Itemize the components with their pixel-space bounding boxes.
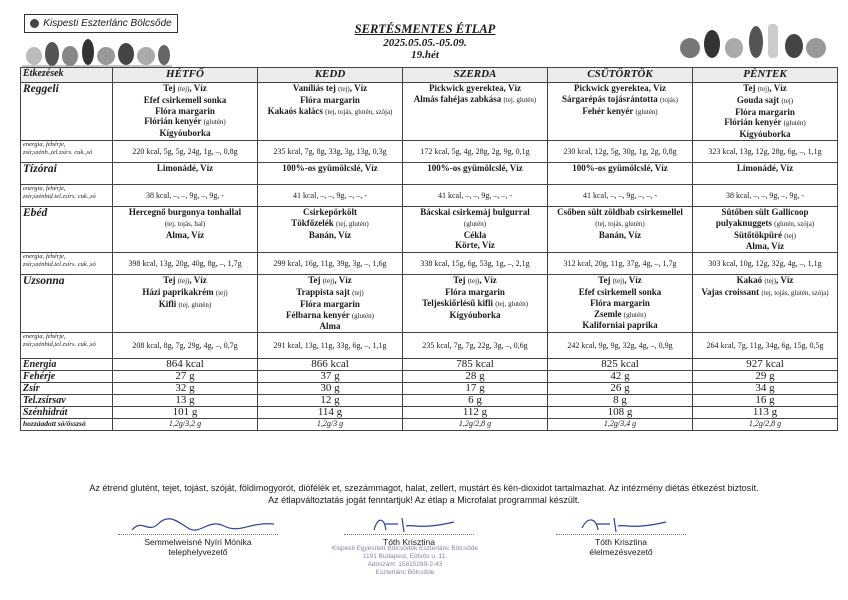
institution-stamp: [330, 545, 480, 577]
menu-item-name: Teljeskiőrlésű kifli: [422, 297, 494, 308]
summary-value: 29 g: [693, 371, 838, 383]
menu-item: [115, 287, 255, 299]
logo-mark-icon: [30, 19, 39, 28]
menu-item-name: Alma, Víz: [745, 241, 785, 252]
allergen-info: (tej, glutén): [495, 299, 528, 308]
handwritten-signature-1: [128, 514, 278, 536]
menu-cell: [548, 163, 693, 185]
allergen-info: (tej): [177, 277, 190, 286]
summary-value: 27 g: [113, 371, 258, 383]
menu-item: [260, 287, 400, 299]
menu-cell: [548, 207, 693, 253]
nutrition-label: energia, fehérje, zsír,szénhid,tel.zsírs. cuk.,só: [21, 333, 113, 359]
nutrition-value: 38 kcal, –, –, 9g, –, 9g, -: [113, 185, 258, 207]
menu-item: [695, 207, 835, 218]
nutrition-value: 38 kcal, –, –, 9g, –, 9g, -: [693, 185, 838, 207]
menu-item: [260, 95, 400, 106]
menu-cell: [258, 207, 403, 253]
menu-week: 19.hét: [411, 49, 439, 61]
menu-item: [550, 320, 690, 331]
menu-dates: 2025.05.05.-05.09.: [383, 37, 467, 49]
summary-value: 6 g: [403, 395, 548, 407]
menu-cell: [403, 163, 548, 185]
menu-item: [550, 83, 690, 94]
handwritten-signature-2: [354, 514, 464, 536]
menu-item: [115, 163, 255, 174]
allergen-info: (tej, tojás, glutén): [595, 219, 645, 228]
menu-item-name: pulyaknuggets: [715, 217, 772, 228]
nutrition-row: [21, 333, 838, 359]
menu-item-name: Vaníliás tej: [292, 83, 336, 93]
menu-item: [550, 94, 690, 106]
menu-item-suffix: , Víz: [624, 275, 642, 286]
vegetables-left-illustration: [22, 34, 172, 68]
menu-item: [405, 310, 545, 321]
menu-cell: [403, 207, 548, 253]
summary-value: 108 g: [548, 407, 693, 419]
menu-item: [405, 275, 545, 287]
nutrition-value: 312 kcal, 20g, 11g, 37g, 4g, –, 1,7g: [548, 253, 693, 275]
menu-item: [550, 298, 690, 309]
menu-item: [115, 83, 255, 95]
nutrition-value: 41 kcal, –, –, 9g, –, –, -: [258, 185, 403, 207]
menu-item-name: Tej: [163, 83, 176, 93]
meal-row: [21, 163, 838, 185]
menu-item: [260, 299, 400, 310]
summary-value: 825 kcal: [548, 359, 693, 371]
menu-item-name: Tej: [743, 83, 756, 93]
menu-item-name: Tökfőzelék: [291, 217, 334, 228]
menu-cell: [113, 163, 258, 185]
change-note-line: Az étlapváltoztatás jogát fenntartjuk! Az étlap a Microfalat programmal készült.: [268, 495, 580, 505]
signature-site-manager: [118, 518, 278, 557]
menu-item-suffix: , Víz: [769, 83, 787, 93]
menu-cell: [113, 83, 258, 141]
summary-value: 17 g: [403, 383, 548, 395]
menu-item: [115, 116, 255, 128]
menu-item-name: Trappista sajt: [296, 286, 350, 297]
stamp-line: 1191 Budapest, Eötvös u. 11.: [362, 553, 448, 560]
nutrition-value: 303 kcal, 10g, 12g, 32g, 4g, –, 1,1g: [693, 253, 838, 275]
allergen-info: (tojás): [660, 95, 678, 104]
menu-item: [550, 287, 690, 298]
nutrition-label: energia, fehérje, zsír,szénhid.tel.zsírs. cuk.,só: [21, 253, 113, 275]
allergen-info: (tej): [467, 277, 480, 286]
menu-item-name: Kakaó: [736, 275, 763, 286]
summary-label: Energia: [21, 359, 113, 371]
summary-value: 1,2g/2,8 g: [403, 419, 548, 431]
summary-value: 28 g: [403, 371, 548, 383]
meal-name: Reggeli: [21, 83, 113, 141]
allergen-info: (glutén): [635, 107, 658, 116]
nutrition-row: [21, 141, 838, 163]
menu-item-name: Zsemle: [594, 308, 622, 319]
summary-value: 927 kcal: [693, 359, 838, 371]
menu-item-name: Sárgarépás tojásrántotta: [562, 93, 658, 104]
summary-row: [21, 383, 838, 395]
menu-item-name: Félbarna kenyér: [285, 309, 350, 320]
menu-item-name: 100%-os gyümölcslé, Víz: [572, 163, 668, 173]
summary-value: 1,2g/3,2 g: [113, 419, 258, 431]
allergen-info: (tej): [177, 85, 190, 93]
summary-row: [21, 407, 838, 419]
signer-role: élelmezésvezető: [589, 547, 653, 557]
menu-item-name: Tej: [308, 275, 321, 286]
signature-food-manager-2: [556, 518, 686, 557]
menu-title: SERTÉSMENTES ÉTLAP: [354, 22, 496, 36]
menu-cell: [693, 163, 838, 185]
summary-value: 30 g: [258, 383, 403, 395]
menu-item: [115, 299, 255, 311]
allergen-info: (tej, tojás, glutén, szója): [761, 288, 829, 297]
menu-item-name: Tej: [163, 275, 176, 286]
menu-item-name: Alma: [319, 321, 341, 332]
signature-food-manager: [344, 518, 474, 547]
allergen-info: (glutén): [783, 119, 806, 128]
menu-item-name: Alma, Víz: [165, 229, 205, 240]
menu-item: [260, 310, 400, 322]
menu-item: [260, 163, 400, 174]
nutrition-label: energia, fehérje, zsír,szénh.,tel.zsírs. cuk.,só: [21, 141, 113, 163]
nutrition-value: 323 kcal, 13g, 12g, 28g, 6g, –, 1,1g: [693, 141, 838, 163]
menu-item: [405, 287, 545, 298]
menu-item-name: Körte, Víz: [455, 240, 495, 251]
nutrition-row: [21, 253, 838, 275]
allergen-info: (tej, tojás, glutén, szója): [325, 107, 393, 116]
menu-item: [115, 230, 255, 241]
menu-cell: [113, 275, 258, 333]
menu-item-name: Flórián kenyér: [144, 116, 202, 127]
menu-item-name: Flóra margarin: [300, 94, 360, 105]
menu-cell: [693, 275, 838, 333]
menu-item: [405, 163, 545, 174]
menu-cell: [258, 163, 403, 185]
logo: [24, 14, 178, 33]
menu-item: [260, 230, 400, 241]
menu-item: [695, 83, 835, 95]
summary-value: 26 g: [548, 383, 693, 395]
menu-item: [695, 230, 835, 242]
summary-value: 8 g: [548, 395, 693, 407]
allergen-info: (tej, glutén): [503, 95, 537, 104]
menu-cell: [548, 83, 693, 141]
allergen-info: (tej): [322, 277, 335, 286]
nutrition-value: 338 kcal, 15g, 6g, 53g, 1g, –, 2,1g: [403, 253, 548, 275]
menu-item-name: Pickwick gyerektea, Víz: [574, 83, 666, 93]
menu-cell: [113, 207, 258, 253]
menu-item-suffix: , Víz: [479, 275, 497, 286]
nutrition-value: 230 kcal, 12g, 5g, 30g, 1g, 2g, 0,8g: [548, 141, 693, 163]
meal-row: [21, 83, 838, 141]
allergen-info: (tej): [215, 288, 228, 297]
menu-cell: [403, 275, 548, 333]
menu-item-name: Tej: [598, 275, 611, 286]
allergen-info: (tej, tojás, hal): [164, 219, 206, 228]
menu-item-name: 100%-os gyümölcslé, Víz: [427, 163, 523, 173]
menu-item: [695, 241, 835, 252]
menu-item-suffix: , Víz: [189, 275, 207, 286]
menu-item: [550, 218, 690, 230]
menu-item-name: Házi paprikakrém: [142, 286, 214, 297]
menu-item-name: Banán, Víz: [598, 229, 642, 240]
meal-name: Tízórai: [21, 163, 113, 185]
handwritten-signature-3: [566, 514, 676, 536]
summary-label: hozzáadott só/összsó: [21, 419, 113, 431]
menu-item-name: Flóra margarin: [590, 297, 650, 308]
menu-item: [260, 207, 400, 218]
menu-cell: [548, 275, 693, 333]
summary-value: 16 g: [693, 395, 838, 407]
summary-value: 13 g: [113, 395, 258, 407]
summary-value: 1,2g/3,4 g: [548, 419, 693, 431]
menu-item-name: Sütőtökpüré: [734, 229, 783, 240]
summary-value: 32 g: [113, 383, 258, 395]
menu-item-name: Kakaós kalács: [267, 105, 323, 116]
summary-value: 37 g: [258, 371, 403, 383]
allergen-note: [0, 482, 848, 506]
day-header-tuesday: KEDD: [258, 68, 403, 83]
nutrition-value: 291 kcal, 13g, 11g, 33g, 6g, –, 1,1g: [258, 333, 403, 359]
summary-value: 112 g: [403, 407, 548, 419]
menu-item: [405, 207, 545, 218]
meal-row: [21, 207, 838, 253]
summary-row: [21, 359, 838, 371]
menu-item-suffix: , Víz: [776, 275, 794, 286]
menu-cell: [693, 207, 838, 253]
allergen-note-line: Az étrend glutént, tejet, tojást, szóját, földimogyorót, diófélék et, szezámmagot, halat, zellert, mustárt és kén-dioxidot tartalmazhat. Az intézmény diétás étkezést biztosít.: [89, 483, 759, 493]
menu-item-name: Flóra margarin: [445, 286, 505, 297]
nutrition-value: 299 kcal, 16g, 11g, 39g, 3g, –, 1,6g: [258, 253, 403, 275]
allergen-info: (tej): [764, 277, 777, 286]
menu-item: [405, 230, 545, 241]
menu-item-suffix: , Víz: [189, 83, 207, 93]
menu-item: [695, 287, 835, 299]
meal-row: [21, 275, 838, 333]
allergen-info: (glutén): [623, 310, 646, 319]
menu-item: [550, 106, 690, 118]
nutrition-value: 220 kcal, 5g, 5g, 24g, 1g, –, 0,8g: [113, 141, 258, 163]
menu-item: [115, 128, 255, 139]
menu-item-name: Flórián kenyér: [724, 117, 782, 128]
nutrition-row: [21, 185, 838, 207]
allergen-info: (tej, glutén): [336, 219, 369, 228]
weekly-menu-table: [20, 67, 838, 431]
signer-name: Tóth Krisztina: [595, 537, 647, 547]
nutrition-value: 208 kcal, 8g, 7g, 29g, 4g, –, 0,7g: [113, 333, 258, 359]
menu-item-name: Gouda sajt: [736, 94, 780, 105]
menu-item: [695, 107, 835, 118]
allergen-info: (glutén, szója): [774, 219, 815, 228]
menu-item: [550, 275, 690, 287]
summary-value: 12 g: [258, 395, 403, 407]
nutrition-value: 235 kcal, 7g, 7g, 22g, 3g, –, 0,6g: [403, 333, 548, 359]
nutrition-value: 398 kcal, 13g, 20g, 40g, 8g, –, 1,7g: [113, 253, 258, 275]
summary-value: 1,2g/3 g: [258, 419, 403, 431]
menu-item: [115, 106, 255, 117]
menu-item-name: Limonádé, Víz: [156, 163, 214, 173]
menu-item-name: Kígyóuborka: [449, 309, 501, 320]
meal-column-header: Étkezések: [21, 68, 113, 83]
allergen-info: (glutén): [351, 311, 374, 320]
allergen-info: (tej): [784, 231, 796, 240]
menu-item: [115, 95, 255, 106]
summary-row: [21, 395, 838, 407]
menu-cell: [258, 275, 403, 333]
menu-item-name: Efef csirkemell sonka: [143, 94, 227, 105]
menu-cell: [693, 83, 838, 141]
allergen-info: (tej): [612, 277, 625, 286]
menu-item: [115, 275, 255, 287]
day-header-wednesday: SZERDA: [403, 68, 548, 83]
menu-item-name: Flóra margarin: [300, 298, 360, 309]
nutrition-value: 172 kcal, 5g, 4g, 28g, 2g, 9g, 0,1g: [403, 141, 548, 163]
nutrition-value: 41 kcal, –, –, 9g, –, –, -: [548, 185, 693, 207]
summary-value: 113 g: [693, 407, 838, 419]
menu-item-name: Kaliforniai paprika: [582, 320, 658, 331]
allergen-info: (tej): [781, 96, 794, 105]
summary-value: 114 g: [258, 407, 403, 419]
summary-label: Tel.zsírsav: [21, 395, 113, 407]
menu-item-name: Pickwick gyerektea, Víz: [429, 83, 521, 93]
allergen-info: (tej): [338, 85, 350, 93]
menu-item-name: Kígyóuborka: [159, 128, 211, 139]
menu-item-name: Efef csirkemell sonka: [578, 286, 662, 297]
summary-value: 866 kcal: [258, 359, 403, 371]
menu-item: [260, 321, 400, 332]
menu-item: [260, 218, 400, 230]
menu-item: [260, 83, 400, 95]
summary-label: Szénhidrát: [21, 407, 113, 419]
nutrition-value: 242 kcal, 9g, 9g, 32g, 4g, –, 0,9g: [548, 333, 693, 359]
menu-item-name: Hercegnő burgonya tonhallal: [128, 207, 242, 217]
meal-name: Ebéd: [21, 207, 113, 253]
menu-item: [405, 83, 545, 94]
allergen-info: (glutén): [203, 118, 226, 127]
menu-item-name: Almás fahéjas zabkása: [413, 93, 502, 104]
allergen-info: (tej): [352, 288, 364, 297]
allergen-info: (tej, glutén): [178, 300, 212, 309]
menu-item-name: Flóra margarin: [735, 106, 795, 117]
meal-name: Uzsonna: [21, 275, 113, 333]
menu-item-name: Sütőben sült Gallicoop: [721, 207, 809, 217]
menu-cell: [258, 83, 403, 141]
menu-item-name: Kígyóuborka: [739, 129, 791, 140]
menu-item-suffix: , Víz: [334, 275, 352, 286]
day-header-thursday: CSÜTÖRTÖK: [548, 68, 693, 83]
menu-item: [695, 129, 835, 140]
summary-value: 785 kcal: [403, 359, 548, 371]
menu-item: [695, 117, 835, 129]
signer-name: Tóth Krisztina: [383, 537, 435, 547]
day-header-friday: PÉNTEK: [693, 68, 838, 83]
nutrition-value: 235 kcal, 7g, 8g, 33g, 3g, 13g, 0,3g: [258, 141, 403, 163]
menu-header: [310, 22, 540, 61]
day-header-monday: HÉTFŐ: [113, 68, 258, 83]
menu-item: [405, 240, 545, 251]
menu-item-name: Banán, Víz: [308, 229, 352, 240]
menu-item: [115, 207, 255, 218]
summary-value: 864 kcal: [113, 359, 258, 371]
menu-item: [405, 218, 545, 230]
summary-label: Fehérje: [21, 371, 113, 383]
logo-text: Kispesti Eszterlánc Bölcsőde: [43, 18, 172, 29]
menu-item-name: Bácskai csirkemáj bulgurral: [420, 207, 530, 217]
menu-item: [115, 218, 255, 230]
summary-value: 101 g: [113, 407, 258, 419]
summary-value: 42 g: [548, 371, 693, 383]
day-header-row: [21, 68, 838, 83]
menu-item-name: Csőben sült zöldbab csirkemellel: [557, 207, 683, 217]
summary-value: 34 g: [693, 383, 838, 395]
menu-item: [405, 94, 545, 106]
nutrition-value: 41 kcal, –, –, 9g, –, –, -: [403, 185, 548, 207]
signer-role: telephelyvezető: [168, 547, 228, 557]
menu-item: [695, 95, 835, 107]
nutrition-label: energia, fehérje, zsír,szénhid.tel.zsírs. cuk.,só: [21, 185, 113, 207]
summary-row: [21, 371, 838, 383]
summary-value: 1,2g/2,8 g: [693, 419, 838, 431]
vegetables-right-illustration: [676, 16, 836, 62]
menu-item-name: Limonádé, Víz: [736, 163, 794, 173]
menu-item: [550, 230, 690, 241]
summary-row: [21, 419, 838, 431]
menu-item-name: Kifli: [158, 298, 177, 309]
menu-item: [550, 309, 690, 321]
stamp-line: Adószám: 15815289-2-43: [367, 561, 443, 568]
menu-item-name: Vajas croissant: [701, 286, 760, 297]
menu-item: [550, 163, 690, 174]
menu-item-name: Flóra margarin: [155, 105, 215, 116]
menu-item-suffix: , Víz: [349, 83, 368, 93]
menu-item: [550, 207, 690, 218]
menu-item: [695, 275, 835, 287]
signer-name: Semmelweisné Nyíri Mónika: [144, 537, 252, 547]
menu-cell: [403, 83, 548, 141]
menu-item-name: Cékla: [463, 229, 487, 240]
summary-label: Zsír: [21, 383, 113, 395]
nutrition-value: 264 kcal, 7g, 11g, 34g, 6g, 15g, 0,5g: [693, 333, 838, 359]
menu-item: [695, 218, 835, 230]
menu-item: [260, 275, 400, 287]
menu-item-name: Fehér kenyér: [582, 105, 634, 116]
menu-item-name: Tej: [453, 275, 466, 286]
stamp-line: Kispesti Egyesített Bölcsődék Eszterlánc Bölcsőde: [332, 545, 478, 552]
menu-item-name: 100%-os gyümölcslé, Víz: [282, 163, 378, 173]
allergen-info: (tej): [757, 85, 770, 93]
menu-item: [695, 163, 835, 174]
stamp-line: Eszterlánc Bölcsőde: [375, 569, 435, 576]
menu-item: [260, 106, 400, 118]
menu-item-name: Csirkepörkölt: [303, 207, 357, 217]
allergen-info: (glutén): [463, 219, 487, 228]
menu-item: [405, 298, 545, 310]
